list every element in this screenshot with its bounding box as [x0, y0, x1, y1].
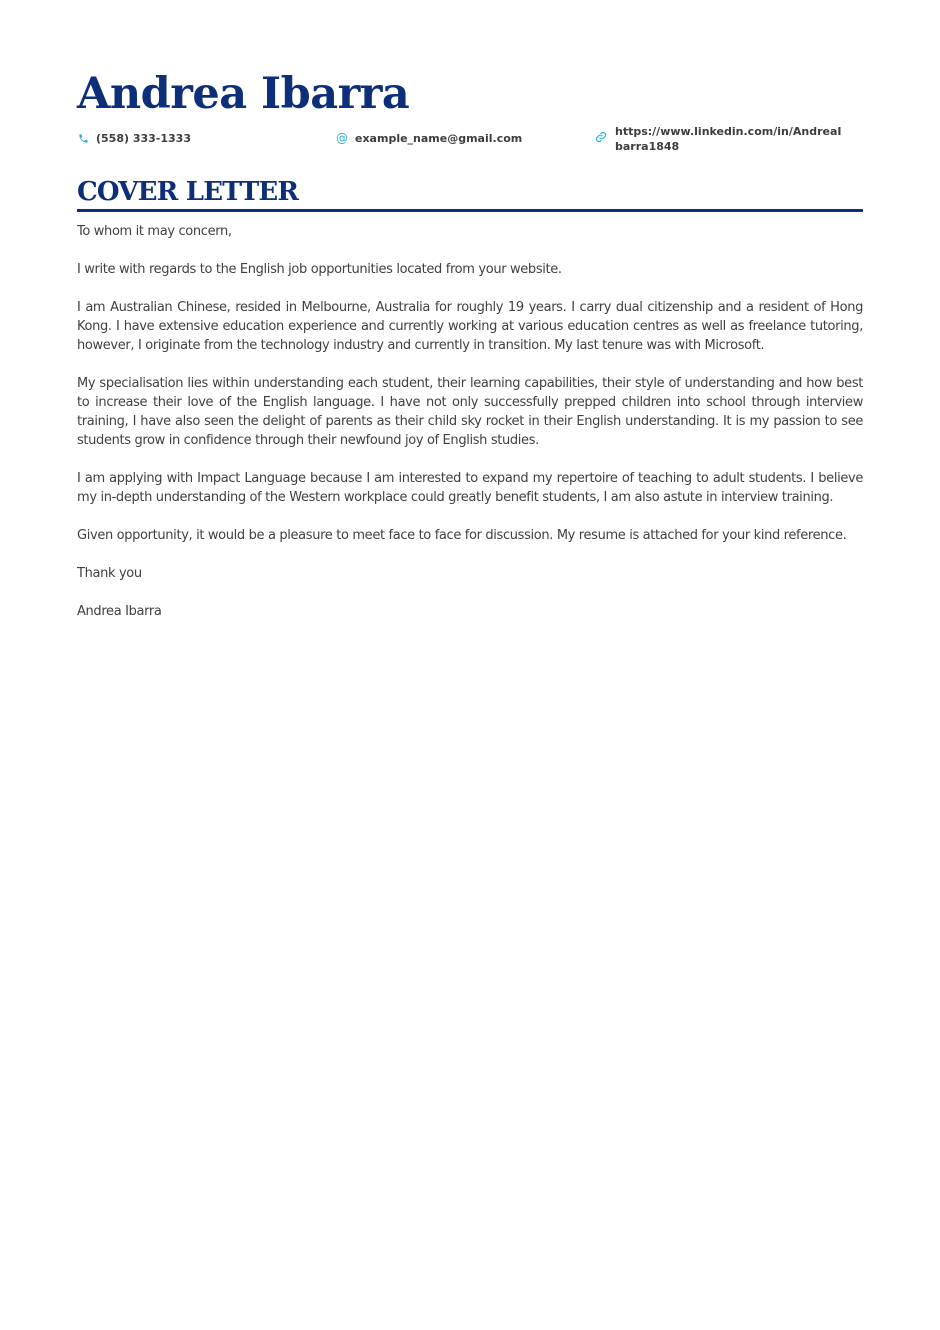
paragraph-background: I am Australian Chinese, resided in Melbourne, Australia for roughly 19 years. I carry dual citizenship and a resident of Hong Kong. I have extensive education experience and currently working at various education centres as well as freelance tutoring, however, I originate from the technology industry and currently in transition. My last tenure was with Microsoft.: [77, 300, 863, 353]
paragraph-intro: I write with regards to the English job opportunities located from your website.: [77, 262, 562, 277]
phone-number: (558) 333-1333: [96, 132, 191, 145]
contact-phone: [77, 131, 191, 146]
contact-email: [336, 131, 522, 146]
contact-linkedin: [595, 124, 845, 154]
paragraph-motivation: I am applying with Impact Language because I am interested to expand my repertoire of teaching to adult students. I believe my in-depth understanding of the Western workplace could greatly benefit students, I am also astute in interview training.: [77, 471, 863, 505]
letter-body: [77, 222, 863, 640]
contact-info: [77, 124, 863, 160]
at-icon: @: [336, 130, 348, 145]
applicant-name: Andrea Ibarra: [77, 69, 410, 119]
email-address[interactable]: example_name@gmail.com: [355, 132, 523, 145]
closing: Thank you: [77, 566, 142, 581]
section-title: COVER LETTER: [77, 177, 299, 207]
phone-icon: [77, 131, 89, 145]
section-divider: [77, 209, 863, 212]
linkedin-url[interactable]: https://www.linkedin.com/in/AndreaIbarra1848: [615, 125, 842, 153]
link-icon: [595, 130, 607, 144]
signature: Andrea Ibarra: [77, 604, 162, 619]
salutation: To whom it may concern,: [77, 224, 232, 239]
paragraph-specialisation: My specialisation lies within understanding each student, their learning capabilities, their style of understanding and how best to increase their love of the English language. I have not only successfully prepped children into school through interview training, I have also seen the delight of parents as their child sky rocket in their English understanding. It is my passion to see students grow in confidence through their newfound joy of English studies.: [77, 376, 863, 448]
paragraph-closing-request: Given opportunity, it would be a pleasure to meet face to face for discussion. My resume is attached for your kind reference.: [77, 528, 847, 543]
